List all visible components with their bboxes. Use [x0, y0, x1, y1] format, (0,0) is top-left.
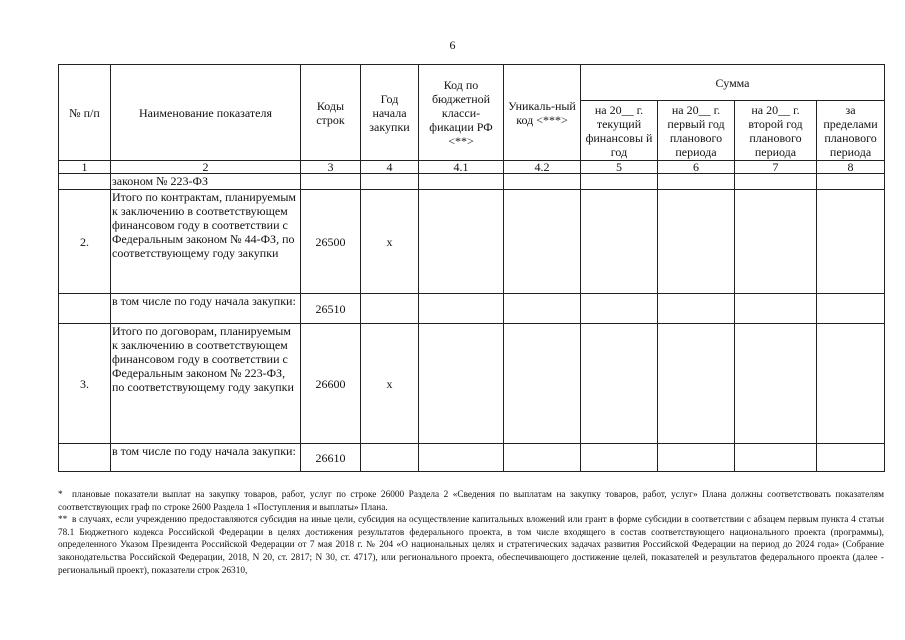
page-number: 6	[449, 38, 456, 52]
row-cell	[735, 190, 817, 294]
row-cell	[658, 174, 735, 190]
table-row	[59, 444, 885, 472]
row-name: Итого по договорам, планируемым к заключению в соответствующем финансовом году в соответствии с Федеральным законом № 223-ФЗ, по соответствующему году закупки	[111, 324, 301, 444]
row-cell	[735, 444, 817, 472]
header-codes: Коды строк	[301, 65, 361, 161]
row-cell	[581, 444, 658, 472]
row-cell	[581, 190, 658, 294]
col-number: 3	[301, 161, 361, 174]
row-code	[301, 174, 361, 190]
col-number: 4	[361, 161, 419, 174]
row-cell	[581, 324, 658, 444]
row-num: 3.	[59, 324, 111, 444]
col-number: 8	[817, 161, 885, 174]
table-row	[59, 174, 885, 190]
header-budget-code: Код по бюджетной класси-фикации РФ <**>	[419, 65, 504, 161]
footnote	[58, 514, 884, 577]
row-code: 26610	[301, 444, 361, 472]
row-year	[361, 444, 419, 472]
header-sum: Сумма	[581, 65, 885, 101]
col-number: 6	[658, 161, 735, 174]
row-cell	[504, 444, 581, 472]
row-name: Итого по контрактам, планируемым к заключению в соответствующем финансовом году в соответствии с Федеральным законом № 44-ФЗ, по соответствующему году закупки	[111, 190, 301, 294]
footnote-mark: *	[58, 490, 63, 500]
footnote-text: плановые показатели выплат на закупку товаров, работ, услуг по строке 26000 Раздела 2 «Сведения по выплатам на закупку товаров, работ, услуг» Плана должны соответствовать показателям соответствующих граф по строке 2600 Раздела 1 «Поступления и выплаты» Плана.	[58, 490, 884, 513]
row-cell	[504, 324, 581, 444]
row-cell	[419, 174, 504, 190]
row-cell	[817, 174, 885, 190]
row-year	[361, 294, 419, 324]
row-cell	[504, 174, 581, 190]
row-num	[59, 294, 111, 324]
footnotes	[58, 489, 884, 577]
col-number: 2	[111, 161, 301, 174]
col-number: 1	[59, 161, 111, 174]
row-cell	[419, 294, 504, 324]
row-cell	[504, 294, 581, 324]
header-num: № п/п	[59, 65, 111, 161]
footnote-mark: **	[58, 515, 68, 526]
header-name: Наименование показателя	[111, 65, 301, 161]
header-year: Год начала закупки	[361, 65, 419, 161]
row-cell	[817, 324, 885, 444]
header-sum-second: на 20__ г. второй год планового периода	[735, 101, 817, 161]
header-sum-first: на 20__ г. первый год планового периода	[658, 101, 735, 161]
row-name: законом № 223-ФЗ	[111, 174, 301, 190]
row-code: 26600	[301, 324, 361, 444]
row-num: 2.	[59, 190, 111, 294]
row-cell	[817, 190, 885, 294]
col-number: 5	[581, 161, 658, 174]
row-year	[361, 174, 419, 190]
header-sum-current: на 20__ г. текущий финансовы й год	[581, 101, 658, 161]
row-cell	[658, 324, 735, 444]
header-unique-code: Уникаль-ный код <***>	[504, 65, 581, 161]
row-num	[59, 444, 111, 472]
row-year: x	[361, 324, 419, 444]
row-cell	[419, 190, 504, 294]
col-number: 4.2	[504, 161, 581, 174]
row-code: 26500	[301, 190, 361, 294]
row-cell	[817, 444, 885, 472]
row-cell	[735, 294, 817, 324]
row-cell	[735, 174, 817, 190]
row-name: в том числе по году начала закупки:	[111, 294, 301, 324]
row-cell	[581, 174, 658, 190]
header-sum-beyond: за пределами планового периода	[817, 101, 885, 161]
row-cell	[419, 324, 504, 444]
row-code: 26510	[301, 294, 361, 324]
table-row	[59, 294, 885, 324]
row-num	[59, 174, 111, 190]
footnote-text: в случаях, если учреждению предоставляются субсидия на иные цели, субсидия на осуществление капитальных вложений или грант в форме субсидии в соответствии с абзацем первым пункта 4 статьи 78.1 Бюджетного кодекса Российской Федерации в целях достижения результатов федерального проекта, в том числе входящего в состав соответствующего национального проекта (программы), определенного Указом Президента Российской Федерации от 7 мая 2018 г. № 204 «О национальных целях и стратегических задачах развития Российской Федерации на период до 2024 года» (Собрание законодательства Российской Федерации, 2018, N 20, ст. 2817; N 30, ст. 4717), или регионального проекта, обеспечивающего достижение целей, показателей и результатов федерального проекта (далее - региональный проект), показатели строк 26310,	[58, 515, 884, 576]
row-name: в том числе по году начала закупки:	[111, 444, 301, 472]
table-row	[59, 324, 885, 444]
row-cell	[817, 294, 885, 324]
procurement-table	[58, 64, 885, 472]
footnote	[58, 489, 884, 514]
row-cell	[419, 444, 504, 472]
row-cell	[581, 294, 658, 324]
row-cell	[658, 190, 735, 294]
col-number: 7	[735, 161, 817, 174]
table-row	[59, 190, 885, 294]
row-cell	[735, 324, 817, 444]
row-year: x	[361, 190, 419, 294]
col-number: 4.1	[419, 161, 504, 174]
row-cell	[658, 444, 735, 472]
row-cell	[658, 294, 735, 324]
row-cell	[504, 190, 581, 294]
